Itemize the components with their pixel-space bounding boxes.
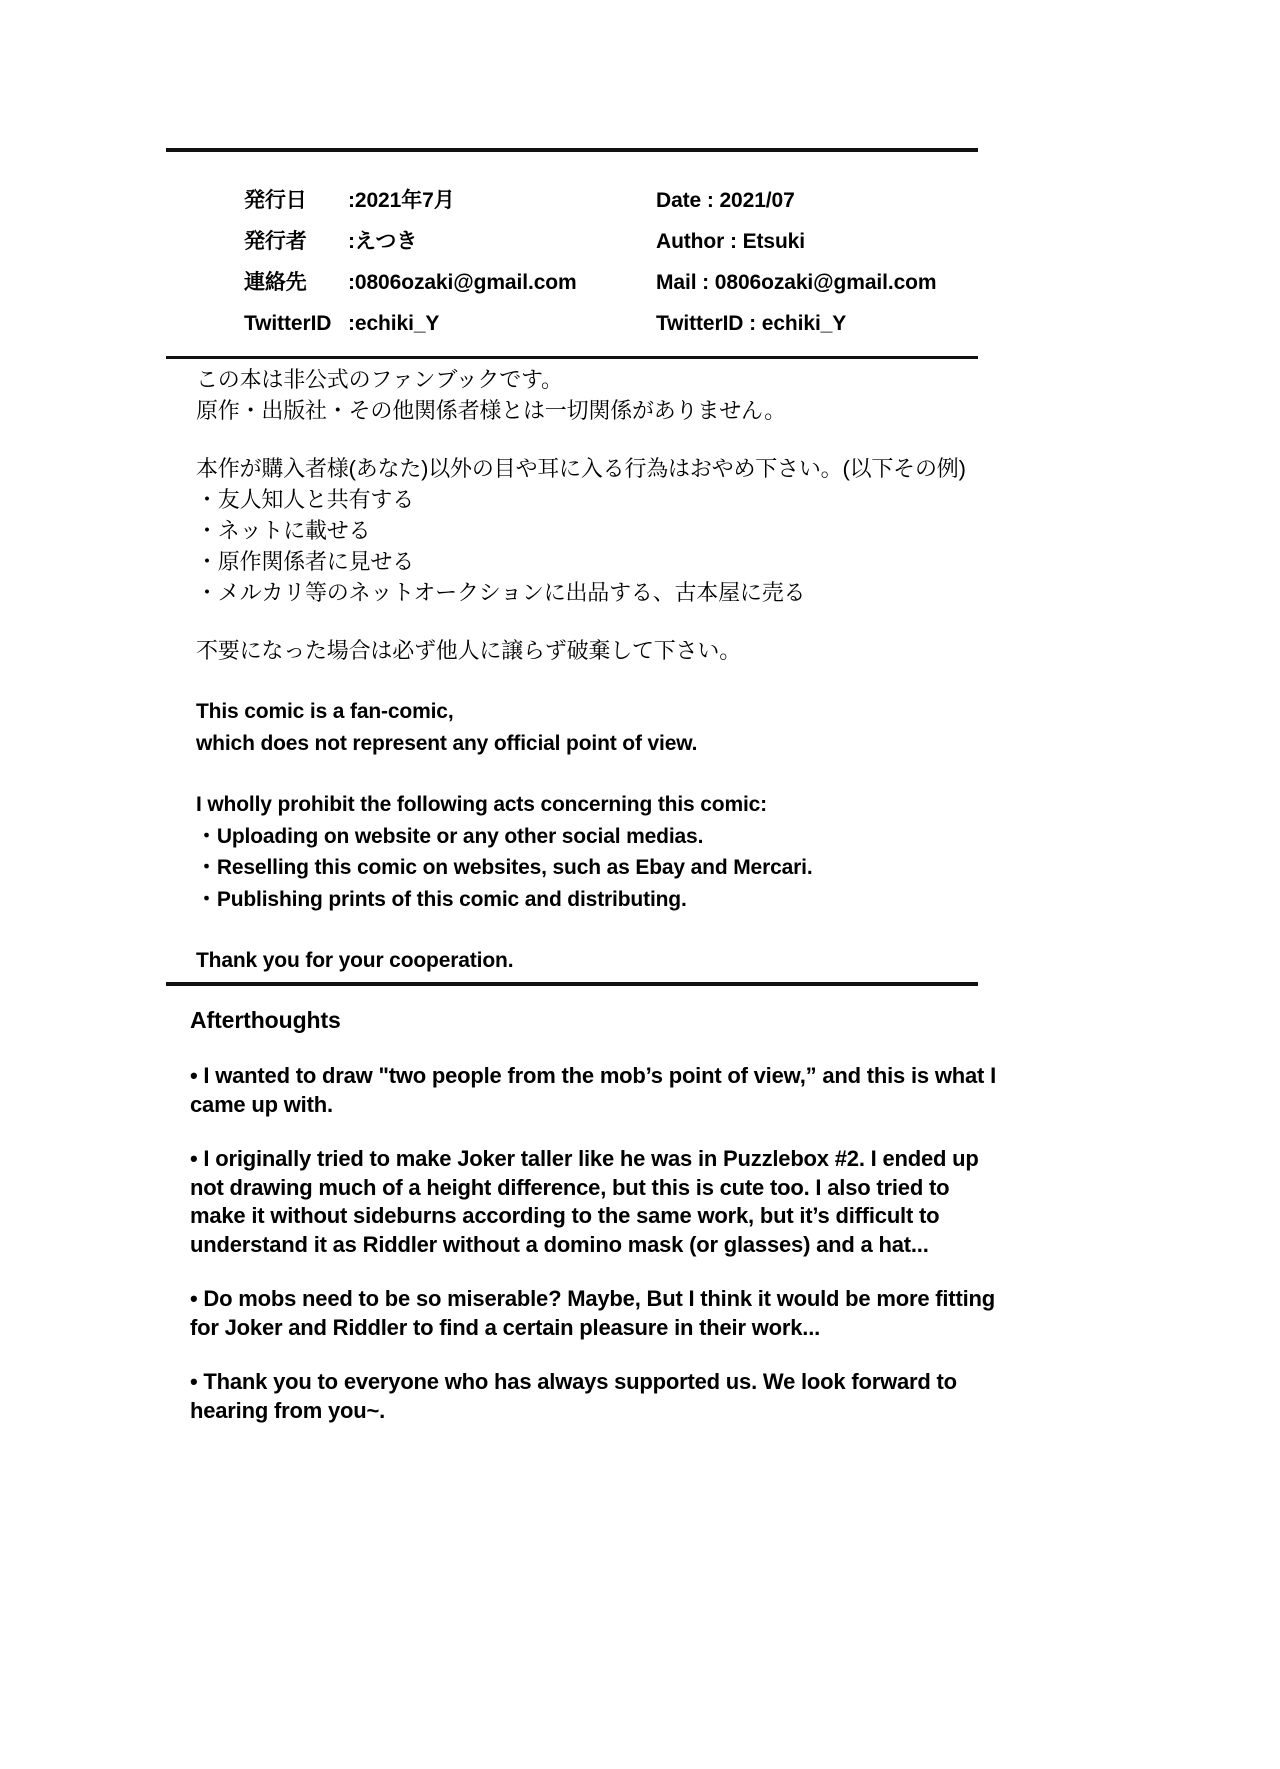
credit-value-mail: :0806ozaki@gmail.com xyxy=(348,271,577,294)
credit-english-author: Author : Etsuki xyxy=(656,230,805,253)
credits-table xyxy=(166,152,978,356)
credit-label-date: 発行日 xyxy=(244,189,307,212)
jp-prohibition-item-2: ・ネットに載せる xyxy=(196,518,371,543)
credit-label-mail: 連絡先 xyxy=(244,271,307,294)
en-prohibition-item-1: ・Uploading on website or any other social medias. xyxy=(196,824,704,848)
colophon-block xyxy=(166,148,978,359)
jp-prohibition-item-3: ・原作関係者に見せる xyxy=(196,549,415,574)
colophon-bottom-rule xyxy=(166,356,978,359)
credit-value-twitter: :echiki_Y xyxy=(348,312,440,335)
spacer xyxy=(196,426,1026,453)
jp-prohibition-item-4: ・メルカリ等のネットオークションに出品する、古本屋に売る xyxy=(196,580,806,605)
afterthoughts-paragraph-2: • I originally tried to make Joker taller like he was in Puzzlebox #2. I ended up not drawing much of a height difference, but this is cute too. I also tried to make it without sideburns according to the same work, but it’s difficult to understand it as Riddler without a domino mask (or glasses) and a hat... xyxy=(190,1146,979,1257)
afterthoughts-divider-rule xyxy=(166,982,978,986)
jp-closing-line: 不要になった場合は必ず他人に譲らず破棄して下さい。 xyxy=(196,638,742,663)
jp-prohibition-item-1: ・友人知人と共有する xyxy=(196,487,415,512)
credit-english-mail: Mail : 0806ozaki@gmail.com xyxy=(656,271,937,294)
jp-intro-line-2: 原作・出版社・その他関係者様とは一切関係がありません。 xyxy=(196,398,786,423)
credit-english-twitter: TwitterID : echiki_Y xyxy=(656,312,847,335)
en-intro-line-2: which does not represent any official point of view. xyxy=(196,731,698,755)
en-prohibition-heading: I wholly prohibit the following acts concerning this comic: xyxy=(196,793,768,816)
afterthoughts-paragraph-1: • I wanted to draw "two people from the mob’s point of view,” and this is what I came up with. xyxy=(190,1063,996,1117)
jp-prohibition-heading: 本作が購入者様(あなた)以外の目や耳に入る行為はおやめ下さい。(以下その例) xyxy=(196,456,966,481)
en-prohibition-item-3: ・Publishing prints of this comic and distributing. xyxy=(196,887,687,911)
credit-value-date: :2021年7月 xyxy=(348,189,455,212)
credit-label-twitter: TwitterID xyxy=(244,312,332,335)
spacer xyxy=(196,666,1026,696)
spacer xyxy=(196,915,1026,945)
credit-label-author: 発行者 xyxy=(244,230,307,253)
afterthoughts-paragraph-4: • Thank you to everyone who has always supported us. We look forward to hearing from you~. xyxy=(190,1369,957,1423)
en-closing-line: Thank you for your cooperation. xyxy=(196,949,514,972)
en-intro-line-1: This comic is a fan-comic, xyxy=(196,700,454,723)
notice-block xyxy=(196,364,1026,977)
credit-english-date: Date : 2021/07 xyxy=(656,189,795,212)
afterthoughts-title: Afterthoughts xyxy=(190,1007,341,1033)
afterthoughts-paragraph-3: • Do mobs need to be so miserable? Maybe, But I think it would be more fitting for Joker and Riddler to find a certain pleasure in their work... xyxy=(190,1286,995,1340)
spacer xyxy=(196,759,1026,789)
spacer xyxy=(196,608,1026,635)
jp-intro-line-1: この本は非公式のファンブックです。 xyxy=(196,367,563,392)
en-prohibition-item-2: ・Reselling this comic on websites, such as Ebay and Mercari. xyxy=(196,856,813,879)
credit-value-author: :えつき xyxy=(348,230,418,253)
afterthoughts-block xyxy=(190,1004,1002,1425)
